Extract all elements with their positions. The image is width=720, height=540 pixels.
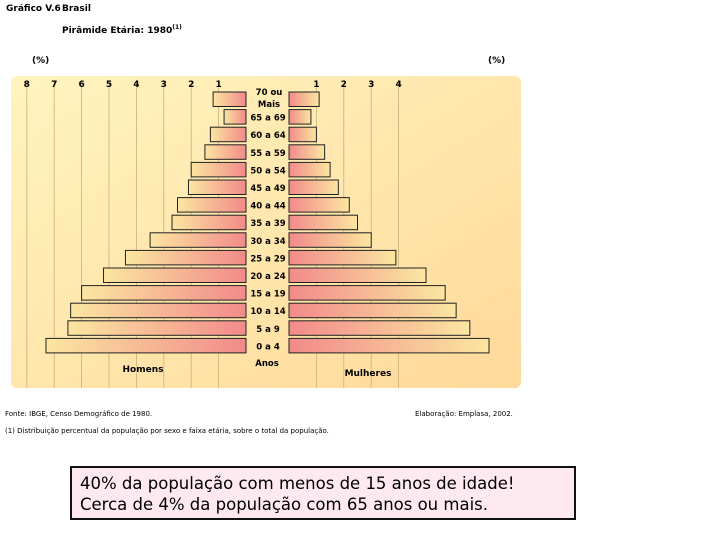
bar-mulheres-3	[289, 145, 325, 160]
bar-mulheres-6	[289, 198, 349, 213]
age-label-3: 55 a 59	[250, 148, 286, 159]
bar-homens-13	[68, 321, 246, 336]
bar-homens-1	[224, 110, 246, 125]
tick-right-1: 1	[313, 80, 320, 90]
bar-mulheres-4	[289, 162, 330, 177]
source-note: Fonte: IBGE, Censo Demográfico de 1980.	[5, 410, 153, 418]
tick-left-6: 6	[78, 80, 85, 90]
age-label-8: 30 a 34	[250, 236, 286, 247]
elaboration-note: Elaboração: Emplasa, 2002.	[415, 410, 513, 418]
bar-mulheres-2	[289, 127, 316, 142]
country-label: Brasil	[62, 4, 91, 14]
age-label-4: 50 a 54	[250, 166, 286, 177]
bar-homens-9	[125, 250, 246, 265]
bar-mulheres-0	[289, 92, 319, 107]
age-label-6: 40 a 44	[250, 201, 286, 212]
bar-mulheres-12	[289, 303, 456, 318]
chart-title-note: (1)	[172, 24, 182, 31]
axis-label-anos: Anos	[255, 359, 279, 369]
age-label-13: 5 a 9	[256, 324, 280, 335]
bar-homens-11	[82, 286, 246, 301]
legend-homens: Homens	[122, 365, 164, 375]
age-label-2: 60 a 64	[250, 131, 286, 142]
age-label-7: 35 a 39	[250, 219, 286, 230]
bar-mulheres-13	[289, 321, 470, 336]
age-label-11: 15 a 19	[250, 289, 286, 300]
percent-label-left: (%)	[32, 56, 50, 66]
bar-mulheres-5	[289, 180, 338, 195]
bar-homens-5	[188, 180, 246, 195]
tick-left-1: 1	[215, 80, 222, 90]
bar-homens-12	[71, 303, 246, 318]
callout-line-2: Cerca de 4% da população com 65 anos ou mais.	[80, 495, 488, 514]
tick-right-2: 2	[340, 80, 347, 90]
figure-label: Gráfico V.6	[6, 4, 61, 14]
callout-line-1: 40% da população com menos de 15 anos de idade!	[80, 474, 515, 493]
bar-homens-14	[46, 338, 246, 353]
bar-homens-6	[178, 198, 247, 213]
bar-homens-2	[210, 127, 246, 142]
bar-homens-10	[104, 268, 246, 283]
bar-homens-4	[191, 162, 246, 177]
age-label-12: 10 a 14	[250, 307, 286, 318]
tick-right-4: 4	[395, 80, 402, 90]
footnote: (1) Distribuição percentual da população por sexo e faixa etária, sobre o total da população.	[5, 427, 329, 435]
age-label-5: 45 a 49	[250, 184, 286, 194]
bar-homens-7	[172, 215, 246, 230]
age-label-1: 65 a 69	[250, 113, 286, 124]
bar-mulheres-10	[289, 268, 426, 283]
tick-left-7: 7	[51, 80, 58, 90]
tick-left-4: 4	[133, 80, 140, 90]
tick-right-3: 3	[368, 80, 375, 90]
age-label-9: 25 a 29	[250, 254, 286, 265]
bar-homens-3	[205, 145, 246, 160]
tick-left-5: 5	[105, 80, 113, 90]
percent-label-right: (%)	[488, 56, 506, 66]
bar-mulheres-9	[289, 250, 396, 265]
age-label-0: 70 ou Mais	[255, 88, 283, 110]
age-label-14: 0 a 4	[256, 342, 280, 353]
bar-mulheres-8	[289, 233, 371, 248]
bar-homens-0	[213, 92, 246, 107]
legend-mulheres: Mulheres	[344, 369, 392, 379]
tick-left-8: 8	[23, 80, 30, 90]
age-label-10: 20 a 24	[250, 272, 286, 282]
tick-left-2: 2	[188, 80, 195, 90]
highlight-callout	[70, 466, 576, 520]
bar-mulheres-11	[289, 286, 445, 301]
bar-mulheres-1	[289, 110, 311, 125]
bar-mulheres-7	[289, 215, 358, 230]
bar-homens-8	[150, 233, 246, 248]
bar-mulheres-14	[289, 338, 489, 353]
chart-title-text: Pirâmide Etária: 1980	[62, 26, 173, 36]
tick-left-3: 3	[160, 80, 167, 90]
